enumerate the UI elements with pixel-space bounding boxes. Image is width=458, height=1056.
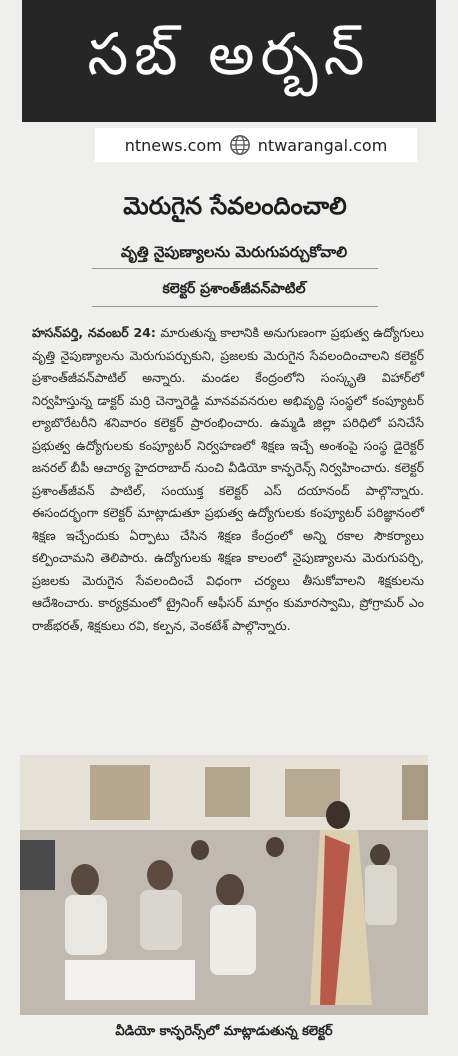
photo-caption: వీడియో కాన్ఫరెన్స్‌లో మాట్లాడుతున్న కలెక్టర్ xyxy=(115,1024,333,1039)
globe-icon xyxy=(229,134,251,156)
masthead xyxy=(22,0,436,122)
website-link-ntwarangal[interactable]: ntwarangal.com xyxy=(257,135,388,155)
subheadline: వృత్తి నైపుణ్యాలను మెరుగుపర్చుకోవాలి xyxy=(120,243,348,261)
dateline: హసన్‌పర్తి, నవంబర్ 24: xyxy=(32,325,156,340)
article-body xyxy=(32,322,424,637)
headline: మెరుగైన సేవలందించాలి xyxy=(123,192,347,220)
divider-rule xyxy=(92,306,378,307)
computer-monitor xyxy=(20,840,55,890)
byline: కలెక్టర్ ప్రశాంత్‌జీవన్‌పాటిల్ xyxy=(162,281,306,297)
window-curtain xyxy=(90,765,150,820)
news-photo xyxy=(20,755,428,1015)
divider-rule xyxy=(92,268,378,269)
table xyxy=(65,960,195,1000)
article-body-text: మారుతున్న కాలానికి అనుగుణంగా ప్రభుత్వ ఉద్యోగులు వృత్తి నైపుణ్యాలను మెరుగుపర్చుకుని, ప్రజలకు మెరుగైన సేవలందించాలని కలెక్టర్ ప్రశాంత్‌జీవన్‌పాటిల్ అన్నారు. మండల కేంద్రంలోని సంస్కృతి విహార్‌లో నిర్వహిస్తున్న డాక్టర్ మర్రి చెన్నారెడ్డి మానవవనరుల అభివృద్ధి సంస్థలో కంప్యూటర్ ల్యాబొరేటరీని శనివారం కలెక్టర్ ప్రారంభించారు. ఉమ్మడి జిల్లా పరిధిలో పనిచేసే ప్రభుత్వ ఉద్యోగులకు కంప్యూటర్ నిర్వహణలో శిక్షణ ఇచ్చే అంశంపై సంస్థ డైరెక్టర్ జనరల్ బీపీ ఆచార్య హైదరాబాద్ నుంచి వీడియో కాన్ఫరెన్స్ నిర్వహించారు. కలెక్టర్ ప్రశాంత్‌జీవన్ పాటిల్, సంయుక్త కలెక్టర్ ఎస్ దయానంద్ పాల్గొన్నారు. ఈసందర్భంగా కలెక్టర్ మాట్లాడుతూ ప్రభుత్వ ఉద్యోగులకు కంప్యూటర్ పరిజ్ఞానంలో శిక్షణ ఇచ్చేందుకు ఏర్పాటు చేసిన శిక్షణ కేంద్రంలో అన్ని రకాల సౌకర్యాలు కల్పించామని తెలిపారు. ఉద్యోగులకు శిక్షణ కాలంలో నైపుణ్యాలను మెరుగుపర్చి, ప్రజలకు మెరుగైన సేవలందించే విధంగా చర్యలు తీసుకోవాలని శిక్షకులను ఆదేశించారు. కార్యక్రమంలో ట్రైనింగ్ ఆఫీసర్ మార్గం కుమారస్వామి, ప్రోగ్రామర్ ఎం రాజ్‌భరత్, శిక్షకులు రవి, కల్పన, వెంకటేశ్ పాల్గొన్నారు. xyxy=(32,325,424,633)
website-link-ntnews[interactable]: ntnews.com xyxy=(124,135,222,155)
masthead-title: సబ్ అర్బన్ xyxy=(87,19,371,88)
website-links xyxy=(95,128,417,162)
